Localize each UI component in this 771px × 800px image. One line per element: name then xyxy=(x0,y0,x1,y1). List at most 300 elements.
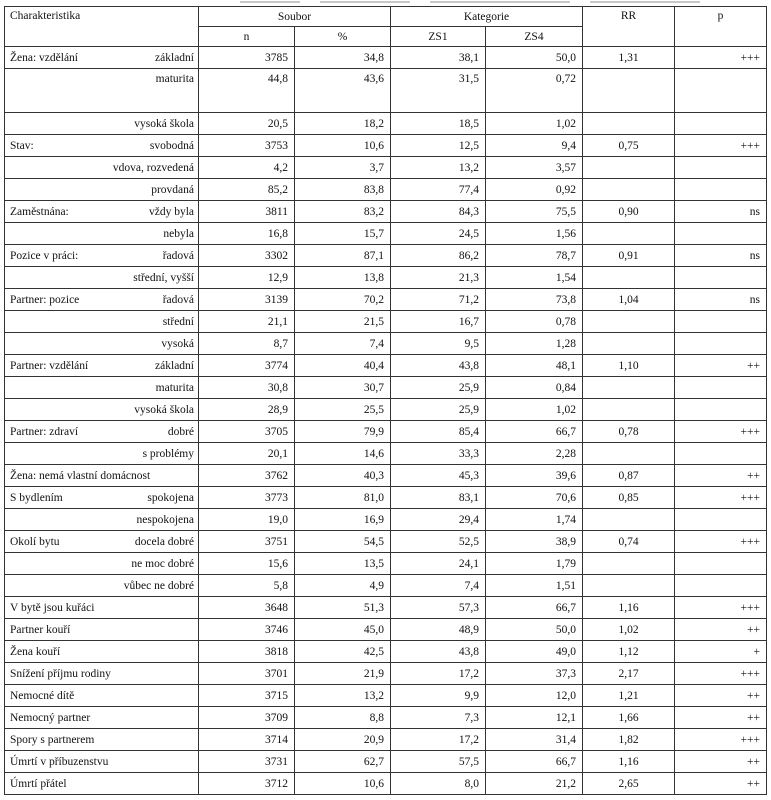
cell-n: 3705 xyxy=(199,421,295,443)
cell-pct: 10,6 xyxy=(295,773,391,795)
cell-zs1: 9,9 xyxy=(391,685,486,707)
cell-pct: 87,1 xyxy=(295,245,391,267)
cell-zs1: 17,2 xyxy=(391,663,486,685)
row-sub-label: maturita xyxy=(155,73,194,85)
cell-pct: 13,2 xyxy=(295,685,391,707)
cell-n: 15,6 xyxy=(199,553,295,575)
row-group-label: Úmrtí v příbuzenstvu xyxy=(10,755,109,768)
cell-rr xyxy=(583,179,675,201)
cell-zs4: 12,0 xyxy=(486,685,583,707)
cell-n: 44,8 xyxy=(199,69,295,113)
row-label xyxy=(5,157,199,179)
cell-p: ++ xyxy=(675,465,767,487)
cell-rr: 1,02 xyxy=(583,619,675,641)
row-group-label: Zaměstnána: xyxy=(10,205,69,218)
cell-p: +++ xyxy=(675,135,767,157)
row-label xyxy=(5,333,199,355)
row-group-label: Žena kouří xyxy=(10,645,61,658)
cell-zs1: 38,1 xyxy=(391,47,486,69)
row-group-label: Úmrtí přátel xyxy=(10,777,67,790)
cell-p: ++ xyxy=(675,619,767,641)
cell-zs4: 70,6 xyxy=(486,487,583,509)
row-sub-label: základní xyxy=(155,51,194,64)
table-row xyxy=(5,685,767,707)
cell-zs1: 8,0 xyxy=(391,773,486,795)
cell-pct: 79,9 xyxy=(295,421,391,443)
row-group-label: Stav: xyxy=(10,139,34,152)
cell-n: 8,7 xyxy=(199,333,295,355)
table-row xyxy=(5,289,767,311)
row-group-label: Partner: pozice xyxy=(10,293,80,306)
cell-zs1: 21,3 xyxy=(391,267,486,289)
row-sub-label: vždy byla xyxy=(148,205,194,218)
cell-p: ++ xyxy=(675,751,767,773)
cell-rr xyxy=(583,443,675,465)
cell-zs4: 49,0 xyxy=(486,641,583,663)
cell-rr xyxy=(583,377,675,399)
cell-zs4: 1,51 xyxy=(486,575,583,597)
cell-n: 4,2 xyxy=(199,157,295,179)
cell-pct: 70,2 xyxy=(295,289,391,311)
cell-rr: 0,78 xyxy=(583,421,675,443)
cell-rr: 1,21 xyxy=(583,685,675,707)
row-sub-label: vdova, rozvedená xyxy=(112,161,194,174)
row-label xyxy=(5,531,199,553)
cell-p: ++ xyxy=(675,355,767,377)
cell-n: 3762 xyxy=(199,465,295,487)
cell-n: 3731 xyxy=(199,751,295,773)
cell-rr: 0,75 xyxy=(583,135,675,157)
cell-zs1: 85,4 xyxy=(391,421,486,443)
cell-pct: 18,2 xyxy=(295,113,391,135)
cell-pct: 34,8 xyxy=(295,47,391,69)
cell-n: 20,5 xyxy=(199,113,295,135)
cell-zs1: 18,5 xyxy=(391,113,486,135)
cell-p: +++ xyxy=(675,47,767,69)
cell-zs1: 71,2 xyxy=(391,289,486,311)
table-row xyxy=(5,729,767,751)
row-label xyxy=(5,399,199,421)
table-row xyxy=(5,421,767,443)
cell-pct: 16,9 xyxy=(295,509,391,531)
cell-zs4: 21,2 xyxy=(486,773,583,795)
cell-p xyxy=(675,157,767,179)
cell-zs4: 73,8 xyxy=(486,289,583,311)
row-label xyxy=(5,267,199,289)
cell-pct: 25,5 xyxy=(295,399,391,421)
cell-n: 3773 xyxy=(199,487,295,509)
cell-p: +++ xyxy=(675,663,767,685)
row-group-label: Žena: nemá vlastní domácnost xyxy=(10,469,151,482)
row-sub-label: základní xyxy=(155,359,194,372)
cell-pct: 15,7 xyxy=(295,223,391,245)
cell-pct: 21,5 xyxy=(295,311,391,333)
cell-zs4: 31,4 xyxy=(486,729,583,751)
cell-rr: 0,74 xyxy=(583,531,675,553)
cell-n: 3714 xyxy=(199,729,295,751)
cell-pct: 51,3 xyxy=(295,597,391,619)
cell-zs1: 43,8 xyxy=(391,355,486,377)
row-label xyxy=(5,377,199,399)
cell-pct: 13,5 xyxy=(295,553,391,575)
cell-zs1: 25,9 xyxy=(391,377,486,399)
cell-rr: 1,12 xyxy=(583,641,675,663)
cell-rr: 0,87 xyxy=(583,465,675,487)
row-sub-label: maturita xyxy=(155,381,194,394)
cell-zs1: 48,9 xyxy=(391,619,486,641)
cell-p xyxy=(675,113,767,135)
cell-zs4: 66,7 xyxy=(486,751,583,773)
cell-zs1: 12,5 xyxy=(391,135,486,157)
row-label xyxy=(5,619,199,641)
cell-rr: 1,66 xyxy=(583,707,675,729)
cell-rr: 1,10 xyxy=(583,355,675,377)
row-label xyxy=(5,443,199,465)
row-label xyxy=(5,223,199,245)
table-row xyxy=(5,465,767,487)
row-group-label: Snížení příjmu rodiny xyxy=(10,667,111,680)
table-row xyxy=(5,69,767,113)
row-label xyxy=(5,707,199,729)
cell-pct: 7,4 xyxy=(295,333,391,355)
row-sub-label: dobré xyxy=(167,425,194,438)
cell-rr: 0,90 xyxy=(583,201,675,223)
row-group-label: S bydlením xyxy=(10,491,63,504)
table-row xyxy=(5,487,767,509)
cell-p xyxy=(675,69,767,113)
cell-zs4: 75,5 xyxy=(486,201,583,223)
row-sub-label: vysoká škola xyxy=(134,117,194,130)
cell-n: 85,2 xyxy=(199,179,295,201)
row-label xyxy=(5,47,199,69)
cell-rr: 2,65 xyxy=(583,773,675,795)
cell-zs1: 24,1 xyxy=(391,553,486,575)
cell-n: 30,8 xyxy=(199,377,295,399)
cell-zs4: 0,78 xyxy=(486,311,583,333)
row-label xyxy=(5,355,199,377)
table-row xyxy=(5,157,767,179)
header-category: Kategorie xyxy=(391,7,583,27)
cell-p xyxy=(675,399,767,421)
cell-p: ++ xyxy=(675,707,767,729)
cell-pct: 62,7 xyxy=(295,751,391,773)
row-group-label: Žena: vzdělání xyxy=(10,51,79,64)
cell-zs4: 9,4 xyxy=(486,135,583,157)
cell-zs4: 2,28 xyxy=(486,443,583,465)
cell-zs1: 33,3 xyxy=(391,443,486,465)
cell-n: 21,1 xyxy=(199,311,295,333)
table-row xyxy=(5,663,767,685)
cell-zs4: 66,7 xyxy=(486,421,583,443)
table-row xyxy=(5,509,767,531)
cell-zs1: 86,2 xyxy=(391,245,486,267)
table-row xyxy=(5,641,767,663)
cell-n: 16,8 xyxy=(199,223,295,245)
table-row xyxy=(5,443,767,465)
table-row xyxy=(5,751,767,773)
table-row xyxy=(5,575,767,597)
row-label xyxy=(5,685,199,707)
cell-zs4: 3,57 xyxy=(486,157,583,179)
row-group-label: Spory s partnerem xyxy=(10,733,95,746)
cell-n: 3774 xyxy=(199,355,295,377)
cell-zs1: 29,4 xyxy=(391,509,486,531)
cell-pct: 45,0 xyxy=(295,619,391,641)
cell-rr xyxy=(583,157,675,179)
row-sub-label: vysoká xyxy=(161,337,194,350)
row-label xyxy=(5,773,199,795)
cell-zs4: 1,56 xyxy=(486,223,583,245)
cell-zs1: 17,2 xyxy=(391,729,486,751)
table-row xyxy=(5,377,767,399)
row-label xyxy=(5,575,199,597)
cell-n: 3648 xyxy=(199,597,295,619)
cell-zs4: 39,6 xyxy=(486,465,583,487)
row-sub-label: nespokojena xyxy=(136,513,194,526)
table-row xyxy=(5,707,767,729)
row-group-label: Nemocný partner xyxy=(10,711,91,724)
cell-zs1: 9,5 xyxy=(391,333,486,355)
header-rr: RR xyxy=(583,7,675,47)
cell-rr: 0,85 xyxy=(583,487,675,509)
row-sub-label: střední xyxy=(162,315,194,328)
cell-pct: 8,8 xyxy=(295,707,391,729)
cell-pct: 30,7 xyxy=(295,377,391,399)
row-label xyxy=(5,113,199,135)
cell-p: +++ xyxy=(675,421,767,443)
cell-n: 3709 xyxy=(199,707,295,729)
table-row xyxy=(5,135,767,157)
cell-rr: 1,16 xyxy=(583,597,675,619)
cell-rr xyxy=(583,509,675,531)
cell-rr xyxy=(583,333,675,355)
cell-rr: 2,17 xyxy=(583,663,675,685)
cell-zs4: 0,72 xyxy=(486,69,583,113)
cell-pct: 20,9 xyxy=(295,729,391,751)
characteristics-table xyxy=(4,6,767,795)
cell-zs4: 66,7 xyxy=(486,597,583,619)
cell-p xyxy=(675,377,767,399)
cell-zs1: 13,2 xyxy=(391,157,486,179)
row-label xyxy=(5,641,199,663)
table-row xyxy=(5,333,767,355)
cell-zs4: 38,9 xyxy=(486,531,583,553)
cell-zs4: 0,84 xyxy=(486,377,583,399)
cell-rr: 1,31 xyxy=(583,47,675,69)
cell-n: 3811 xyxy=(199,201,295,223)
cell-rr xyxy=(583,267,675,289)
row-sub-label: vysoká škola xyxy=(134,403,194,416)
cell-rr: 0,91 xyxy=(583,245,675,267)
row-group-label: V bytě jsou kuřáci xyxy=(10,601,95,614)
cell-p: ns xyxy=(675,289,767,311)
header-zs4: ZS4 xyxy=(486,27,583,47)
table-row xyxy=(5,311,767,333)
header-characteristic: Charakteristika xyxy=(5,7,199,47)
table-row xyxy=(5,179,767,201)
cell-zs1: 24,5 xyxy=(391,223,486,245)
row-label xyxy=(5,509,199,531)
cell-n: 20,1 xyxy=(199,443,295,465)
cell-zs1: 57,5 xyxy=(391,751,486,773)
header-row-1 xyxy=(5,7,767,27)
cell-zs4: 1,02 xyxy=(486,113,583,135)
table-row xyxy=(5,201,767,223)
cell-zs1: 16,7 xyxy=(391,311,486,333)
cell-zs1: 43,8 xyxy=(391,641,486,663)
cell-p xyxy=(675,267,767,289)
cell-rr: 1,04 xyxy=(583,289,675,311)
header-p: p xyxy=(675,7,767,47)
cell-zs1: 7,3 xyxy=(391,707,486,729)
cell-n: 3712 xyxy=(199,773,295,795)
cell-n: 3751 xyxy=(199,531,295,553)
row-label xyxy=(5,597,199,619)
cell-rr xyxy=(583,113,675,135)
row-group-label: Okolí bytu xyxy=(10,535,60,548)
cell-pct: 40,4 xyxy=(295,355,391,377)
cell-zs4: 1,28 xyxy=(486,333,583,355)
row-label xyxy=(5,245,199,267)
cell-p xyxy=(675,179,767,201)
cell-rr xyxy=(583,311,675,333)
cell-rr xyxy=(583,553,675,575)
cell-p: +++ xyxy=(675,729,767,751)
cell-zs4: 0,92 xyxy=(486,179,583,201)
cell-p: +++ xyxy=(675,531,767,553)
cell-p: ++ xyxy=(675,685,767,707)
cell-rr xyxy=(583,223,675,245)
row-label xyxy=(5,487,199,509)
cell-p xyxy=(675,223,767,245)
cell-pct: 21,9 xyxy=(295,663,391,685)
cell-zs1: 57,3 xyxy=(391,597,486,619)
cell-zs4: 12,1 xyxy=(486,707,583,729)
row-label xyxy=(5,289,199,311)
table-row xyxy=(5,553,767,575)
cell-p xyxy=(675,443,767,465)
row-group-label: Partner: zdraví xyxy=(10,425,79,438)
cell-pct: 14,6 xyxy=(295,443,391,465)
row-sub-label: řadová xyxy=(162,249,194,262)
row-sub-label: řadová xyxy=(162,293,194,306)
cell-pct: 81,0 xyxy=(295,487,391,509)
cell-p: + xyxy=(675,641,767,663)
cell-n: 5,8 xyxy=(199,575,295,597)
cell-zs4: 50,0 xyxy=(486,619,583,641)
cell-pct: 42,5 xyxy=(295,641,391,663)
cell-n: 3139 xyxy=(199,289,295,311)
table-row xyxy=(5,47,767,69)
row-label xyxy=(5,729,199,751)
row-group-label: Partner: vzdělání xyxy=(10,359,89,372)
cell-zs1: 7,4 xyxy=(391,575,486,597)
cell-n: 3701 xyxy=(199,663,295,685)
cell-p: ns xyxy=(675,201,767,223)
cell-zs1: 52,5 xyxy=(391,531,486,553)
row-group-label: Partner kouří xyxy=(10,623,71,636)
cell-pct: 83,8 xyxy=(295,179,391,201)
cell-p xyxy=(675,311,767,333)
cell-n: 19,0 xyxy=(199,509,295,531)
table-row xyxy=(5,531,767,553)
row-group-label: Pozice v práci: xyxy=(10,249,79,262)
table-row xyxy=(5,245,767,267)
cell-p xyxy=(675,553,767,575)
cell-pct: 40,3 xyxy=(295,465,391,487)
row-sub-label: svobodná xyxy=(149,139,194,152)
cell-rr xyxy=(583,399,675,421)
cell-pct: 43,6 xyxy=(295,69,391,113)
row-label xyxy=(5,465,199,487)
cell-zs1: 83,1 xyxy=(391,487,486,509)
cell-zs1: 77,4 xyxy=(391,179,486,201)
cell-p xyxy=(675,333,767,355)
cell-n: 3302 xyxy=(199,245,295,267)
row-label xyxy=(5,311,199,333)
cell-p xyxy=(675,575,767,597)
row-group-label: Nemocné dítě xyxy=(10,689,75,702)
cell-zs4: 50,0 xyxy=(486,47,583,69)
row-label xyxy=(5,201,199,223)
cell-p: ns xyxy=(675,245,767,267)
row-label xyxy=(5,553,199,575)
cell-zs4: 1,79 xyxy=(486,553,583,575)
table-row xyxy=(5,113,767,135)
cell-zs1: 25,9 xyxy=(391,399,486,421)
row-label xyxy=(5,135,199,157)
row-label xyxy=(5,751,199,773)
row-sub-label: vůbec ne dobré xyxy=(123,579,194,592)
cell-zs4: 48,1 xyxy=(486,355,583,377)
row-label xyxy=(5,69,199,113)
cell-n: 3746 xyxy=(199,619,295,641)
row-sub-label: ne moc dobré xyxy=(131,557,194,570)
cell-n: 3785 xyxy=(199,47,295,69)
row-label xyxy=(5,179,199,201)
cell-zs4: 1,02 xyxy=(486,399,583,421)
cell-pct: 10,6 xyxy=(295,135,391,157)
cell-zs4: 37,3 xyxy=(486,663,583,685)
cell-p xyxy=(675,509,767,531)
cell-zs4: 1,54 xyxy=(486,267,583,289)
table-row xyxy=(5,355,767,377)
cell-n: 3715 xyxy=(199,685,295,707)
header-pct: % xyxy=(295,27,391,47)
row-label xyxy=(5,421,199,443)
cell-n: 3818 xyxy=(199,641,295,663)
row-label xyxy=(5,663,199,685)
cell-pct: 83,2 xyxy=(295,201,391,223)
cell-rr: 1,16 xyxy=(583,751,675,773)
cell-n: 28,9 xyxy=(199,399,295,421)
table-row xyxy=(5,223,767,245)
cell-zs1: 31,5 xyxy=(391,69,486,113)
table-row xyxy=(5,597,767,619)
row-sub-label: docela dobré xyxy=(134,535,194,548)
cell-zs1: 84,3 xyxy=(391,201,486,223)
table-row xyxy=(5,619,767,641)
cell-pct: 4,9 xyxy=(295,575,391,597)
cell-p: +++ xyxy=(675,487,767,509)
cell-p: +++ xyxy=(675,597,767,619)
cell-n: 12,9 xyxy=(199,267,295,289)
row-sub-label: střední, vyšší xyxy=(133,271,194,284)
header-zs1: ZS1 xyxy=(391,27,486,47)
cell-zs4: 78,7 xyxy=(486,245,583,267)
row-sub-label: nebyla xyxy=(163,227,194,240)
cell-pct: 54,5 xyxy=(295,531,391,553)
